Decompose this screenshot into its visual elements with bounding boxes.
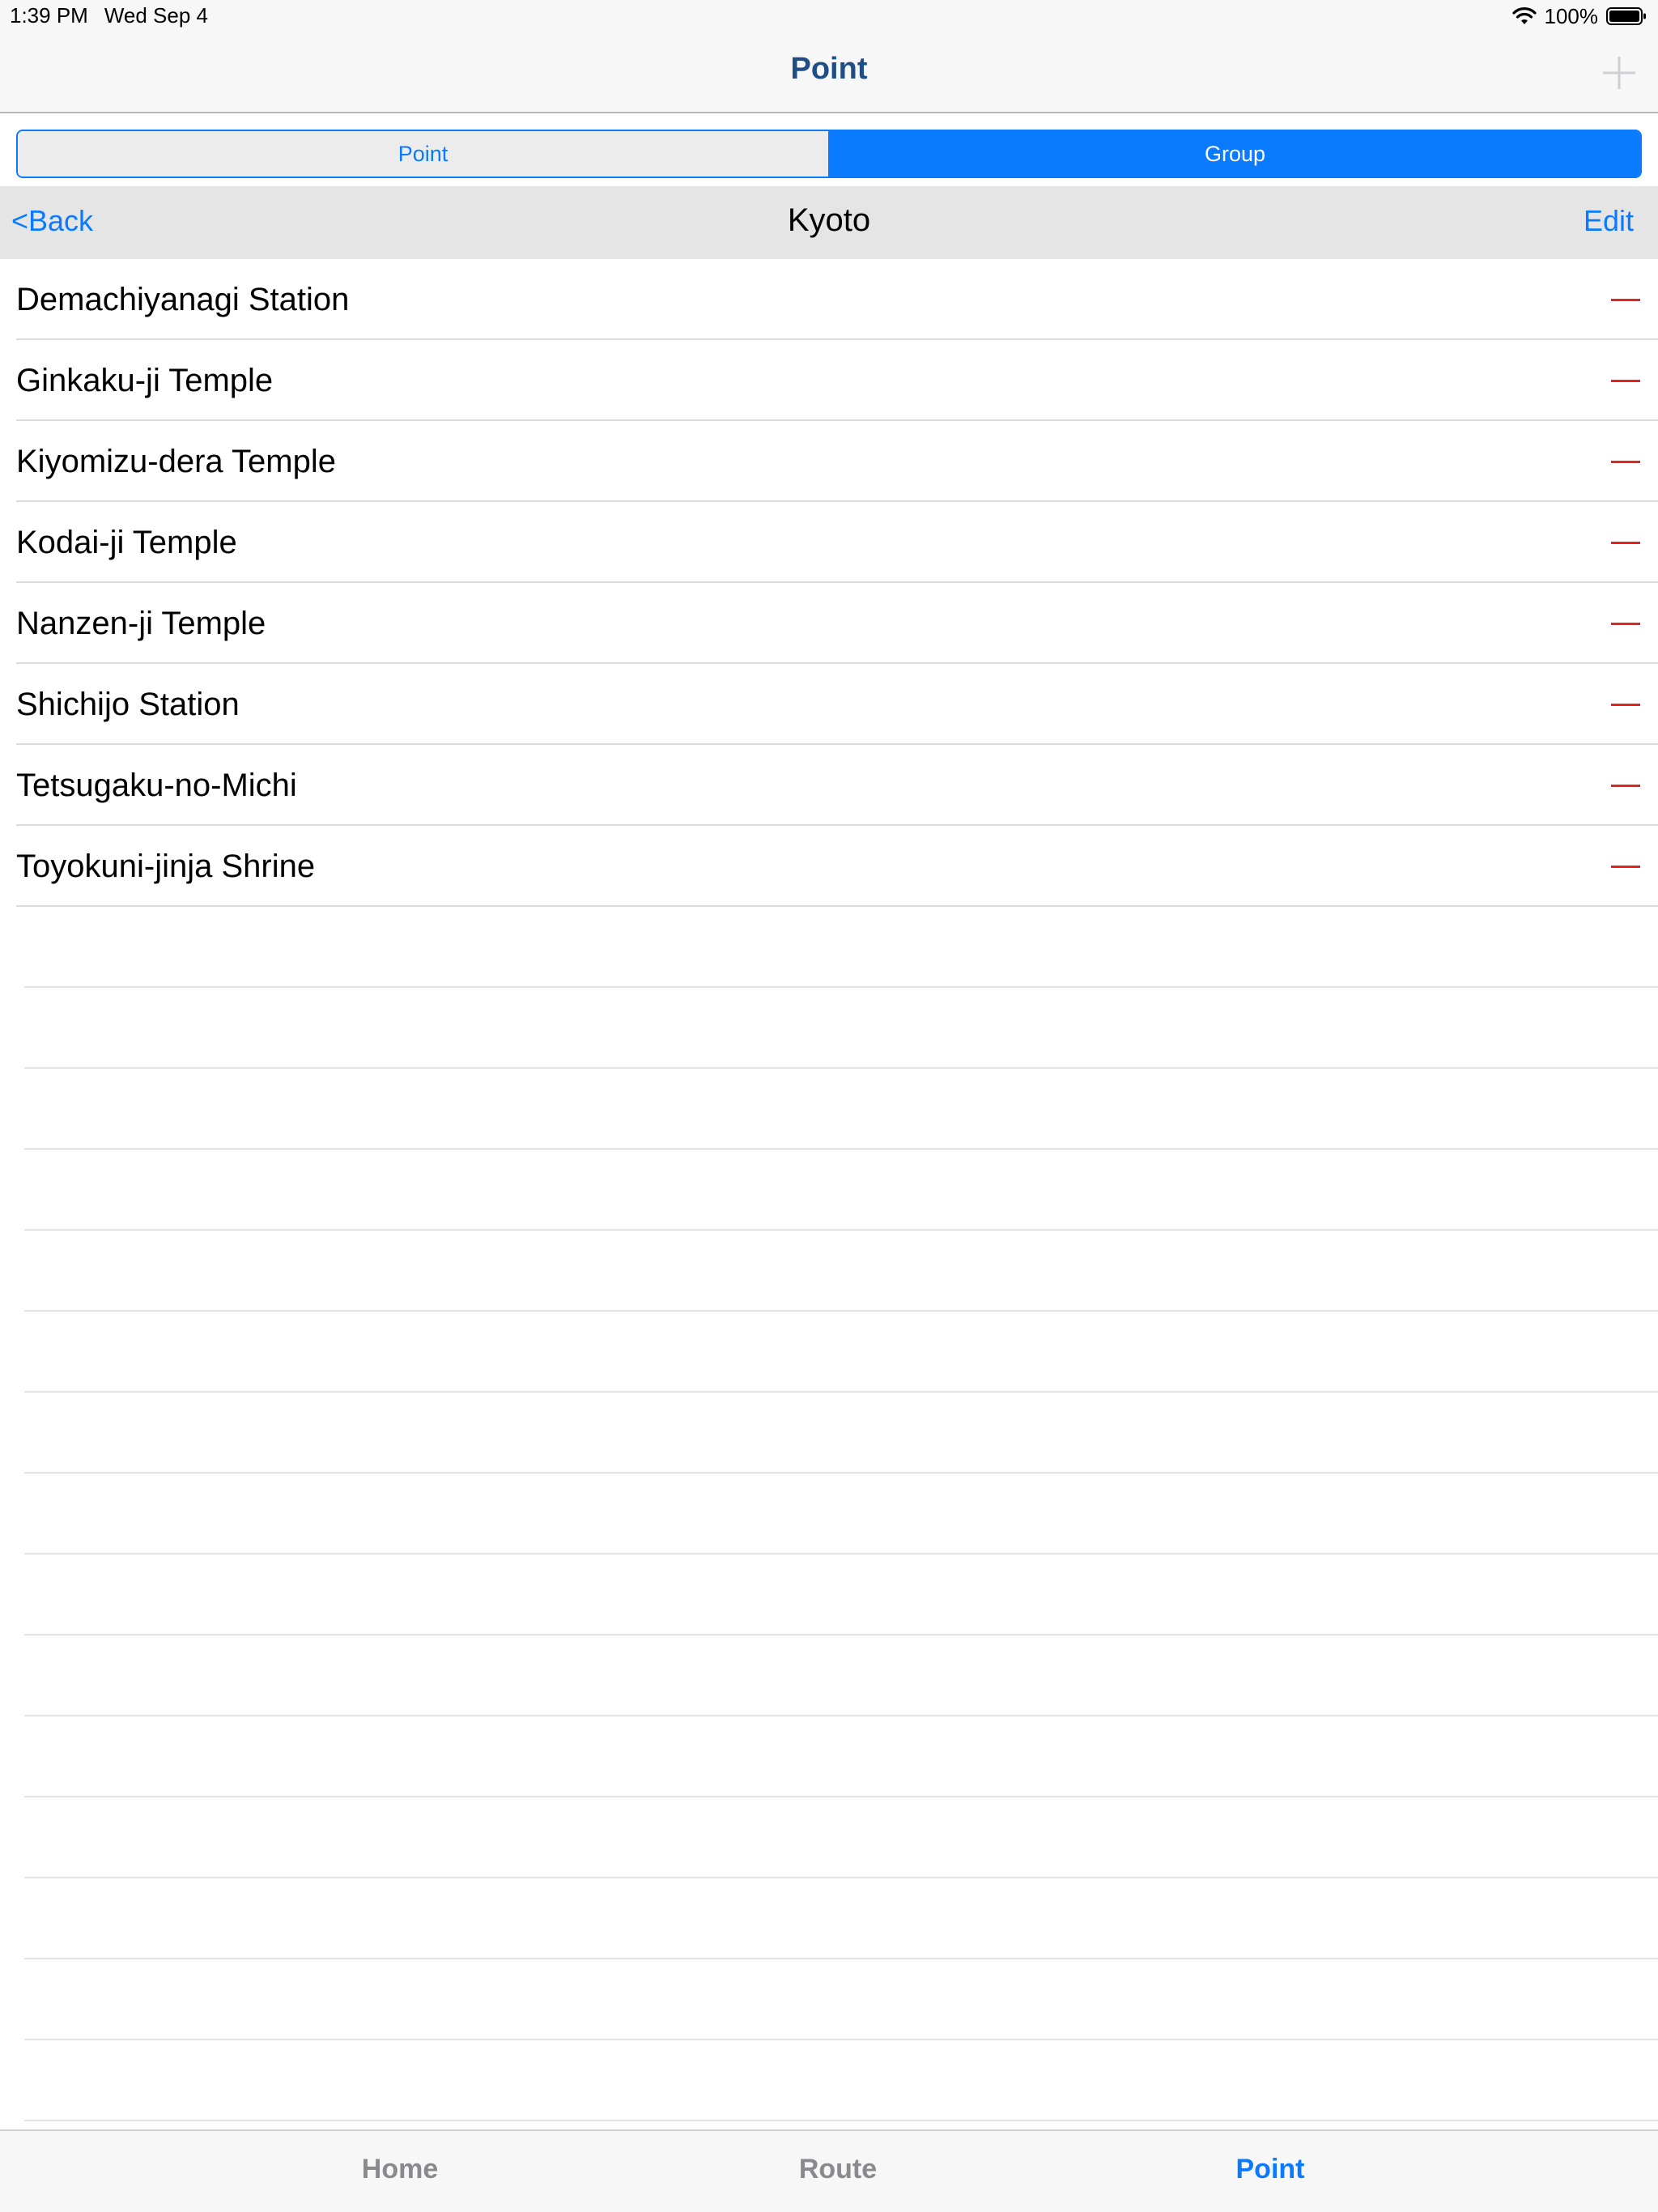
- empty-row: [0, 1878, 1658, 1959]
- nav-title: Point: [790, 52, 868, 86]
- point-name: Shichijo Station: [16, 687, 240, 722]
- list-item[interactable]: [0, 826, 1658, 907]
- remove-icon[interactable]: [1609, 526, 1642, 559]
- remove-icon[interactable]: [1609, 688, 1642, 721]
- list-item[interactable]: [0, 664, 1658, 745]
- remove-icon[interactable]: [1609, 445, 1642, 478]
- empty-row: [0, 1797, 1658, 1878]
- wifi-icon: [1512, 6, 1537, 26]
- navigation-bar: [0, 32, 1658, 113]
- empty-row: [0, 1069, 1658, 1150]
- group-header: [0, 186, 1658, 259]
- list-item[interactable]: [0, 259, 1658, 340]
- tab-route[interactable]: Route: [798, 2154, 878, 2184]
- point-name: Toyokuni-jinja Shrine: [16, 849, 316, 884]
- empty-row: [0, 1555, 1658, 1636]
- tab-bar: [0, 2129, 1658, 2212]
- battery-percent: 100%: [1544, 3, 1598, 28]
- status-time: 1:39 PM: [10, 3, 88, 28]
- remove-icon[interactable]: [1609, 850, 1642, 883]
- point-name: Nanzen-ji Temple: [16, 606, 266, 641]
- empty-row: [0, 1716, 1658, 1797]
- empty-row: [0, 1231, 1658, 1312]
- segment-group[interactable]: Group: [830, 131, 1640, 177]
- segment-point[interactable]: Point: [18, 131, 830, 177]
- status-right: [1512, 3, 1647, 29]
- remove-icon[interactable]: [1609, 364, 1642, 397]
- group-title: Kyoto: [787, 202, 871, 238]
- status-time-date: [10, 3, 208, 28]
- remove-icon[interactable]: [1609, 607, 1642, 640]
- empty-row: [0, 1959, 1658, 2040]
- empty-row: [0, 907, 1658, 988]
- tab-home[interactable]: Home: [361, 2154, 439, 2184]
- status-bar: [0, 0, 1658, 32]
- remove-icon[interactable]: [1609, 769, 1642, 802]
- list-item[interactable]: [0, 421, 1658, 502]
- point-name: Kiyomizu-dera Temple: [16, 444, 336, 479]
- point-name: Ginkaku-ji Temple: [16, 363, 274, 398]
- empty-row: [0, 1150, 1658, 1231]
- point-name: Tetsugaku-no-Michi: [16, 768, 297, 803]
- tab-point[interactable]: Point: [1235, 2154, 1305, 2184]
- remove-icon[interactable]: [1609, 283, 1642, 316]
- list-item[interactable]: [0, 583, 1658, 664]
- empty-row: [0, 1474, 1658, 1555]
- add-button[interactable]: [1596, 50, 1642, 96]
- empty-row: [0, 2040, 1658, 2121]
- list-item[interactable]: [0, 502, 1658, 583]
- segmented-control: [16, 130, 1642, 178]
- edit-button[interactable]: Edit: [1583, 204, 1634, 237]
- status-date: Wed Sep 4: [104, 3, 208, 28]
- battery-icon: [1606, 6, 1647, 26]
- point-name: Demachiyanagi Station: [16, 282, 350, 317]
- empty-row: [0, 988, 1658, 1069]
- list-item[interactable]: [0, 340, 1658, 421]
- empty-row: [0, 1636, 1658, 1716]
- back-button[interactable]: <Back: [11, 204, 94, 237]
- list-item[interactable]: [0, 745, 1658, 826]
- empty-row: [0, 1393, 1658, 1474]
- empty-row: [0, 1312, 1658, 1393]
- plus-icon: [1596, 50, 1642, 96]
- point-name: Kodai-ji Temple: [16, 525, 237, 560]
- points-list: [0, 259, 1658, 2121]
